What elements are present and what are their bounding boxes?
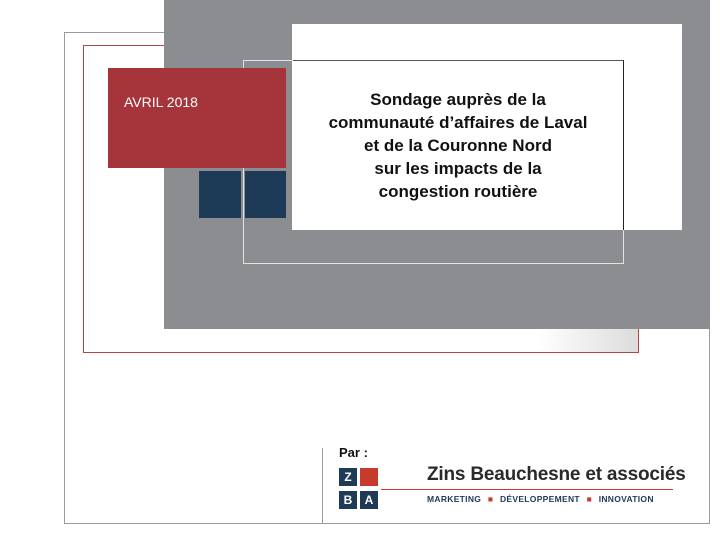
title-box (293, 60, 624, 230)
date-block (108, 68, 286, 168)
logo-square-b: B (339, 491, 357, 509)
by-label: Par : (339, 445, 368, 460)
decorative-navy-square-right (245, 171, 286, 218)
tagline-marketing: MARKETING (427, 494, 482, 504)
bullet-icon: ■ (487, 494, 494, 504)
decorative-navy-square-left (199, 171, 241, 218)
logo-square-z: Z (339, 468, 357, 486)
company-tagline (427, 494, 654, 504)
company-name: Zins Beauchesne et associés (427, 464, 686, 485)
vertical-divider (322, 448, 323, 524)
slide-title (329, 88, 588, 203)
title-line-1: Sondage auprès de la (370, 90, 546, 109)
logo-square-a: A (360, 491, 378, 509)
title-line-4: sur les impacts de la (374, 159, 542, 178)
date-label: AVRIL 2018 (124, 94, 198, 110)
tagline-developpement: DÉVELOPPEMENT (499, 494, 580, 504)
logo-square-red (360, 468, 378, 486)
company-logo (339, 464, 686, 514)
bullet-icon: ■ (586, 494, 593, 504)
title-line-3: et de la Couronne Nord (364, 136, 552, 155)
tagline-innovation: INNOVATION (598, 494, 654, 504)
logo-rule (381, 489, 673, 490)
title-line-2: communauté d’affaires de Laval (328, 113, 588, 132)
title-line-5: congestion routière (378, 182, 538, 201)
